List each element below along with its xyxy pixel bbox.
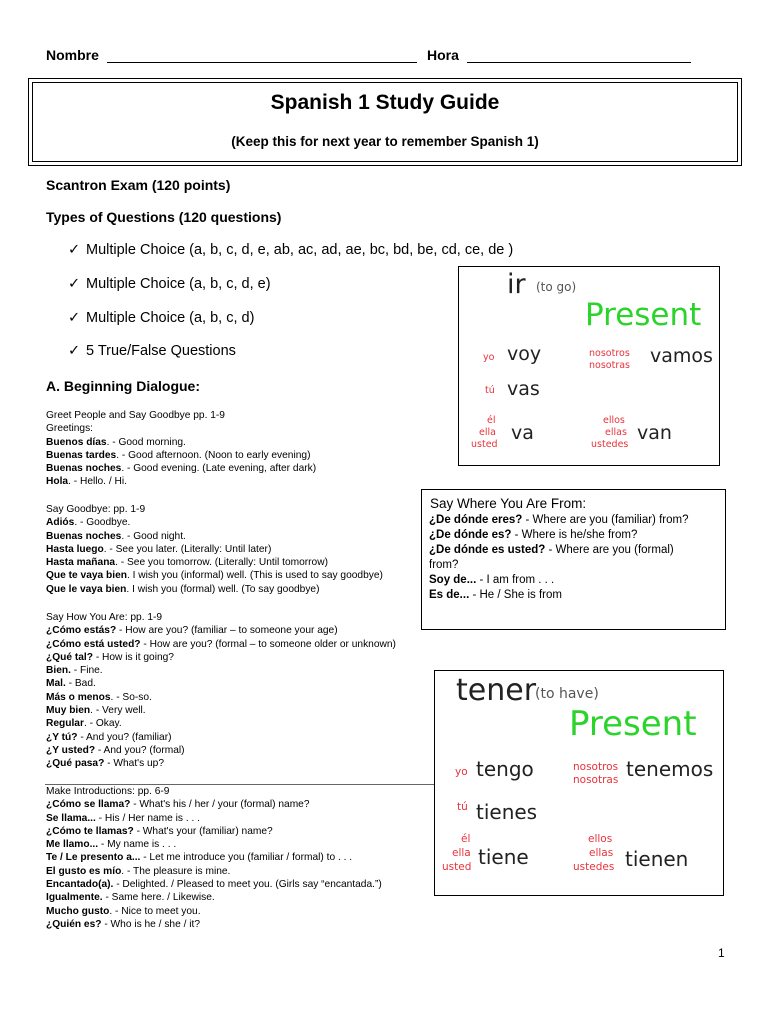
form-tiene: tiene xyxy=(478,845,529,869)
pronoun-usted: usted xyxy=(442,861,472,873)
where-from-line: Soy de... - I am from . . . xyxy=(429,574,555,586)
where-from-line: from? xyxy=(429,559,459,571)
where-from-line: Es de... - He / She is from xyxy=(429,589,562,601)
form-vas: vas xyxy=(507,378,540,400)
hora-label: Hora xyxy=(427,47,459,63)
form-voy: voy xyxy=(507,343,542,365)
text-line: Hasta luego. - See you later. (Literally: Until later) xyxy=(46,543,272,555)
text-line: ¿Cómo se llama? - What's his / her / your (formal) name? xyxy=(46,799,310,811)
text-line: Buenas noches. - Good night. xyxy=(46,530,186,542)
where-from-line: ¿De dónde es usted? - Where are you (formal) xyxy=(429,544,674,556)
page-title: Spanish 1 Study Guide xyxy=(270,91,500,114)
text-line: Make Introductions: pp. 6-9 xyxy=(46,786,170,797)
text-line: ¿Cómo estás? - How are you? (familiar – to someone your age) xyxy=(46,625,338,637)
text-line: Hasta mañana. - See you tomorrow. (Literally: Until tomorrow) xyxy=(46,557,328,569)
check-icon: ✓ xyxy=(68,242,81,258)
text-line: ¿Cómo te llamas? - What's your (familiar) name? xyxy=(46,825,273,837)
checklist-item xyxy=(68,343,236,359)
text-line: Mucho gusto. - Nice to meet you. xyxy=(46,905,201,917)
pronoun-nosotras: nosotras xyxy=(573,774,619,786)
text-line: Igualmente. - Same here. / Likewise. xyxy=(46,892,215,904)
pronoun-nosotros: nosotros xyxy=(589,348,630,359)
pronoun-ellos: ellos xyxy=(588,833,613,845)
pronoun-ella: ella xyxy=(479,427,496,438)
form-va: va xyxy=(511,422,534,444)
pronoun-ellas: ellas xyxy=(589,847,614,859)
pronoun-nosotras: nosotras xyxy=(589,360,630,371)
pronoun-tu: tú xyxy=(457,801,468,813)
present-tense-label: Present xyxy=(585,297,702,333)
pronoun-ella: ella xyxy=(452,847,471,859)
form-van: van xyxy=(637,422,672,444)
pronoun-ellos: ellos xyxy=(603,415,625,426)
pronoun-ustedes: ustedes xyxy=(591,439,629,450)
present-tense-label: Present xyxy=(569,704,697,744)
title-box xyxy=(32,82,738,162)
pronoun-ustedes: ustedes xyxy=(573,861,615,873)
text-line: Mal. - Bad. xyxy=(46,678,96,690)
text-line: Adiós. - Goodbye. xyxy=(46,517,131,529)
text-line: Regular. - Okay. xyxy=(46,718,122,730)
where-from-box xyxy=(421,489,726,630)
page-number: 1 xyxy=(718,946,725,960)
how-are-you-section xyxy=(46,611,396,771)
text-line: ¿Qué tal? - How is it going? xyxy=(46,651,174,663)
text-line: Say Goodbye: pp. 1-9 xyxy=(46,504,146,515)
verb-tener: tener xyxy=(456,673,537,708)
text-line: ¿Qué pasa? - What's up? xyxy=(46,758,165,770)
checklist-item xyxy=(68,276,271,292)
where-from-line: ¿De dónde es? - Where is he/she from? xyxy=(429,529,638,541)
where-from-line: ¿De dónde eres? - Where are you (familiar) from? xyxy=(429,514,689,526)
text-line: Más o menos. - So-so. xyxy=(46,691,152,703)
pronoun-yo: yo xyxy=(483,352,495,363)
checklist-item xyxy=(68,310,254,326)
verb-meaning: (to have) xyxy=(535,686,599,702)
text-line: Te / Le presento a... - Let me introduce you (familiar / formal) to . . . xyxy=(46,852,353,864)
pronoun-yo: yo xyxy=(455,766,468,778)
text-line: Me llamo... - My name is . . . xyxy=(46,839,177,851)
check-icon: ✓ xyxy=(68,343,81,359)
text-line: Que le vaya bien. I wish you (formal) well. (To say goodbye) xyxy=(46,583,320,595)
goodbye-section xyxy=(46,503,383,596)
form-tengo: tengo xyxy=(476,757,534,781)
text-line: ¿Cómo está usted? - How are you? (formal – to someone older or unknown) xyxy=(46,638,396,650)
hora-field[interactable] xyxy=(467,62,691,63)
ir-conjugation-chart xyxy=(458,266,720,466)
text-line: Say How You Are: pp. 1-9 xyxy=(46,612,163,623)
checklist-text: Multiple Choice (a, b, c, d) xyxy=(86,310,255,326)
text-line: Encantado(a). - Delighted. / Pleased to meet you. (Girls say “encantada.”) xyxy=(46,879,382,891)
text-line: Se llama... - His / Her name is . . . xyxy=(46,812,201,824)
text-line: ¿Quién es? - Who is he / she / it? xyxy=(46,918,201,930)
nombre-label: Nombre xyxy=(46,47,99,63)
pronoun-nosotros: nosotros xyxy=(573,761,619,773)
text-line: Greetings: xyxy=(46,423,93,435)
text-line: Bien. - Fine. xyxy=(46,665,103,677)
form-tenemos: tenemos xyxy=(626,757,714,781)
text-line: Buenas noches. - Good evening. (Late evening, after dark) xyxy=(46,463,317,475)
text-line: Hola. - Hello. / Hi. xyxy=(46,476,127,488)
form-tienen: tienen xyxy=(625,847,689,871)
text-line: ¿Y tú? - And you? (familiar) xyxy=(46,731,172,743)
verb-ir: ir xyxy=(507,269,526,300)
checklist-text: Multiple Choice (a, b, c, d, e, ab, ac, ad, ae, bc, bd, be, cd, ce, de ) xyxy=(86,242,514,258)
scantron-heading: Scantron Exam (120 points) xyxy=(46,177,231,193)
verb-meaning: (to go) xyxy=(536,280,577,294)
check-icon: ✓ xyxy=(68,310,81,326)
check-icon: ✓ xyxy=(68,276,81,292)
form-vamos: vamos xyxy=(650,345,713,367)
checklist-item xyxy=(68,242,513,258)
text-line: Buenos días. - Good morning. xyxy=(46,436,186,448)
pronoun-el: él xyxy=(461,833,471,845)
section-a-heading: A. Beginning Dialogue: xyxy=(46,378,200,394)
page-subtitle: (Keep this for next year to remember Spanish 1) xyxy=(231,134,539,149)
form-tienes: tienes xyxy=(476,800,538,824)
where-from-title: Say Where You Are From: xyxy=(430,496,587,511)
text-line: ¿Y usted? - And you? (formal) xyxy=(46,744,185,756)
greetings-section xyxy=(46,409,316,489)
checklist-text: 5 True/False Questions xyxy=(86,343,236,359)
pronoun-usted: usted xyxy=(471,439,498,450)
pronoun-tu: tú xyxy=(485,385,495,396)
text-line: Buenas tardes. - Good afternoon. (Noon to early evening) xyxy=(46,449,311,461)
types-heading: Types of Questions (120 questions) xyxy=(46,209,282,225)
introductions-section xyxy=(46,785,382,931)
text-line: Muy bien. - Very well. xyxy=(46,705,146,717)
text-line: El gusto es mío. - The pleasure is mine. xyxy=(46,865,231,877)
nombre-field[interactable] xyxy=(107,62,417,63)
tener-conjugation-chart xyxy=(434,670,724,896)
checklist-text: Multiple Choice (a, b, c, d, e) xyxy=(86,276,271,292)
pronoun-el: él xyxy=(487,415,496,426)
text-line: Greet People and Say Goodbye pp. 1-9 xyxy=(46,410,225,421)
pronoun-ellas: ellas xyxy=(605,427,627,438)
text-line: Que te vaya bien. I wish you (informal) well. (This is used to say goodbye) xyxy=(46,570,383,582)
